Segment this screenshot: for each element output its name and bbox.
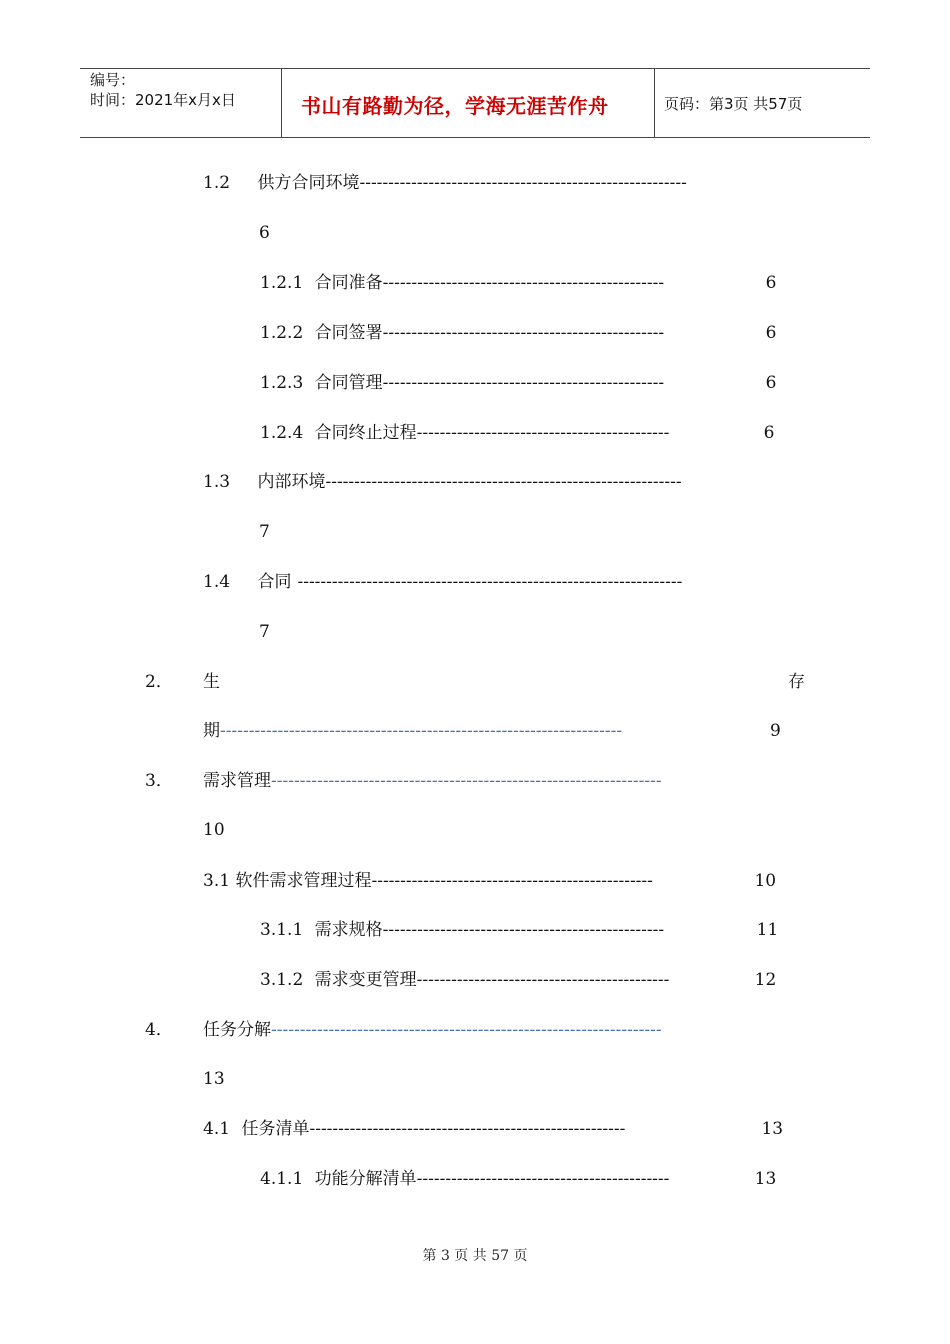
toc-page-1-2: 6 <box>259 223 270 243</box>
toc-page: 6 <box>765 323 777 343</box>
toc-page: 13 <box>754 1169 777 1189</box>
toc-title: 合同准备 <box>314 273 383 293</box>
toc-page-1-3: 7 <box>259 522 270 542</box>
toc-number-3: 3． <box>145 771 173 791</box>
toc-number: 1.2.3 <box>260 373 304 393</box>
toc-entry-3-1-2[interactable] <box>260 969 776 991</box>
toc-page: 6 <box>765 373 777 393</box>
toc-entry-2[interactable] <box>203 720 781 742</box>
toc-title-part-c: 期 <box>203 721 220 741</box>
toc-number: 4.1.1 <box>260 1169 304 1189</box>
toc-leader: ------------------------------------------------- <box>382 920 665 940</box>
toc-leader: ------------------------------------------------- <box>371 871 653 891</box>
toc-number: 1.2.4 <box>260 423 304 443</box>
toc-number: 3.1.2 <box>260 970 304 990</box>
toc-number: 1.2 <box>203 173 231 193</box>
toc-title: 合同管理 <box>314 373 383 393</box>
toc-page: 6 <box>763 423 775 443</box>
toc-page-3: 10 <box>203 820 225 840</box>
motto-text: 书山有路勤为径，学海无涯苦作舟 <box>301 94 609 118</box>
toc-number: 3.1 <box>203 871 231 891</box>
toc-page-4: 13 <box>203 1069 225 1089</box>
toc-leader: -------------------------------------------------------------------- <box>271 1020 662 1040</box>
toc-entry-4[interactable] <box>203 1019 798 1041</box>
toc-number-2: 2． <box>145 672 173 692</box>
toc-leader: ------------------------------------------------- <box>382 373 665 393</box>
header-page-cell <box>655 69 870 137</box>
toc-leader: ------------------------------------------------- <box>382 323 665 343</box>
toc-title: 内部环境 <box>257 472 326 492</box>
toc-title: 任务清单 <box>241 1119 310 1139</box>
toc-leader: ------------------------------------------------------------------- <box>297 572 683 592</box>
toc-entry-3-1-1[interactable] <box>260 919 778 941</box>
toc-page: 11 <box>756 920 779 940</box>
toc-page: 9 <box>770 721 781 741</box>
toc-entry-1-2[interactable] <box>203 172 787 194</box>
toc-title: 合同终止过程 <box>314 423 417 443</box>
toc-title: 需求管理 <box>203 771 271 791</box>
toc-page: 13 <box>761 1119 784 1139</box>
toc-leader: ---------------------------------------------------------------------- <box>220 721 623 741</box>
toc-leader: ------------------------------------------------- <box>382 273 665 293</box>
toc-page: 12 <box>754 970 777 990</box>
toc-title: 合同签署 <box>314 323 383 343</box>
header-motto-cell <box>282 69 655 137</box>
page-header <box>80 68 870 138</box>
toc-title-part-b[interactable]: 存 <box>788 672 805 692</box>
toc-number: 4.1 <box>203 1119 231 1139</box>
toc-leader: -------------------------------------------------------------------- <box>271 771 662 791</box>
toc-leader: -------------------------------------------------------------- <box>325 472 682 492</box>
toc-number: 1.3 <box>203 472 231 492</box>
number-label: 编号： <box>90 71 136 89</box>
toc-leader: -------------------------------------------- <box>416 970 670 990</box>
toc-title: 功能分解清单 <box>314 1169 417 1189</box>
toc-entry-3-1[interactable] <box>203 870 776 892</box>
toc-page-1-4: 7 <box>259 622 270 642</box>
toc-entry-1-2-3[interactable] <box>260 372 777 394</box>
toc-entry-3[interactable] <box>203 770 798 792</box>
toc-entry-1-3[interactable] <box>203 471 791 493</box>
toc-page: 6 <box>765 273 777 293</box>
header-info-cell <box>80 69 282 137</box>
page-label: 页码：第3页 共57页 <box>664 95 803 113</box>
toc-leader: ------------------------------------------------------- <box>309 1119 626 1139</box>
time-label: 时间：2021年x月x日 <box>90 91 236 109</box>
toc-number: 1.4 <box>203 572 231 592</box>
toc-entry-1-2-1[interactable] <box>260 272 777 294</box>
toc-title: 软件需求管理过程 <box>235 871 372 891</box>
toc-entry-4-1-1[interactable] <box>260 1168 776 1190</box>
toc-entry-1-2-2[interactable] <box>260 322 777 344</box>
toc-number: 1.2.1 <box>260 273 304 293</box>
toc-title: 需求规格 <box>314 920 383 940</box>
toc-title: 需求变更管理 <box>314 970 417 990</box>
toc-number-4: 4． <box>145 1020 173 1040</box>
toc-leader: -------------------------------------------- <box>416 1169 670 1189</box>
toc-number: 1.2.2 <box>260 323 304 343</box>
page-footer: 第 3 页 共 57 页 <box>422 1248 528 1264</box>
toc-page: 10 <box>754 871 777 891</box>
toc-number: 3.1.1 <box>260 920 304 940</box>
toc-title: 供方合同环境 <box>257 173 360 193</box>
toc-entry-4-1[interactable] <box>203 1118 783 1140</box>
toc-entry-1-2-4[interactable] <box>260 422 775 444</box>
toc-title-part-a[interactable]: 生 <box>203 672 220 692</box>
toc-leader: --------------------------------------------------------- <box>359 173 687 193</box>
toc-title: 合同 <box>257 572 292 592</box>
toc-entry-1-4[interactable] <box>203 571 797 593</box>
toc-title: 任务分解 <box>203 1020 271 1040</box>
toc-leader: -------------------------------------------- <box>416 423 670 443</box>
